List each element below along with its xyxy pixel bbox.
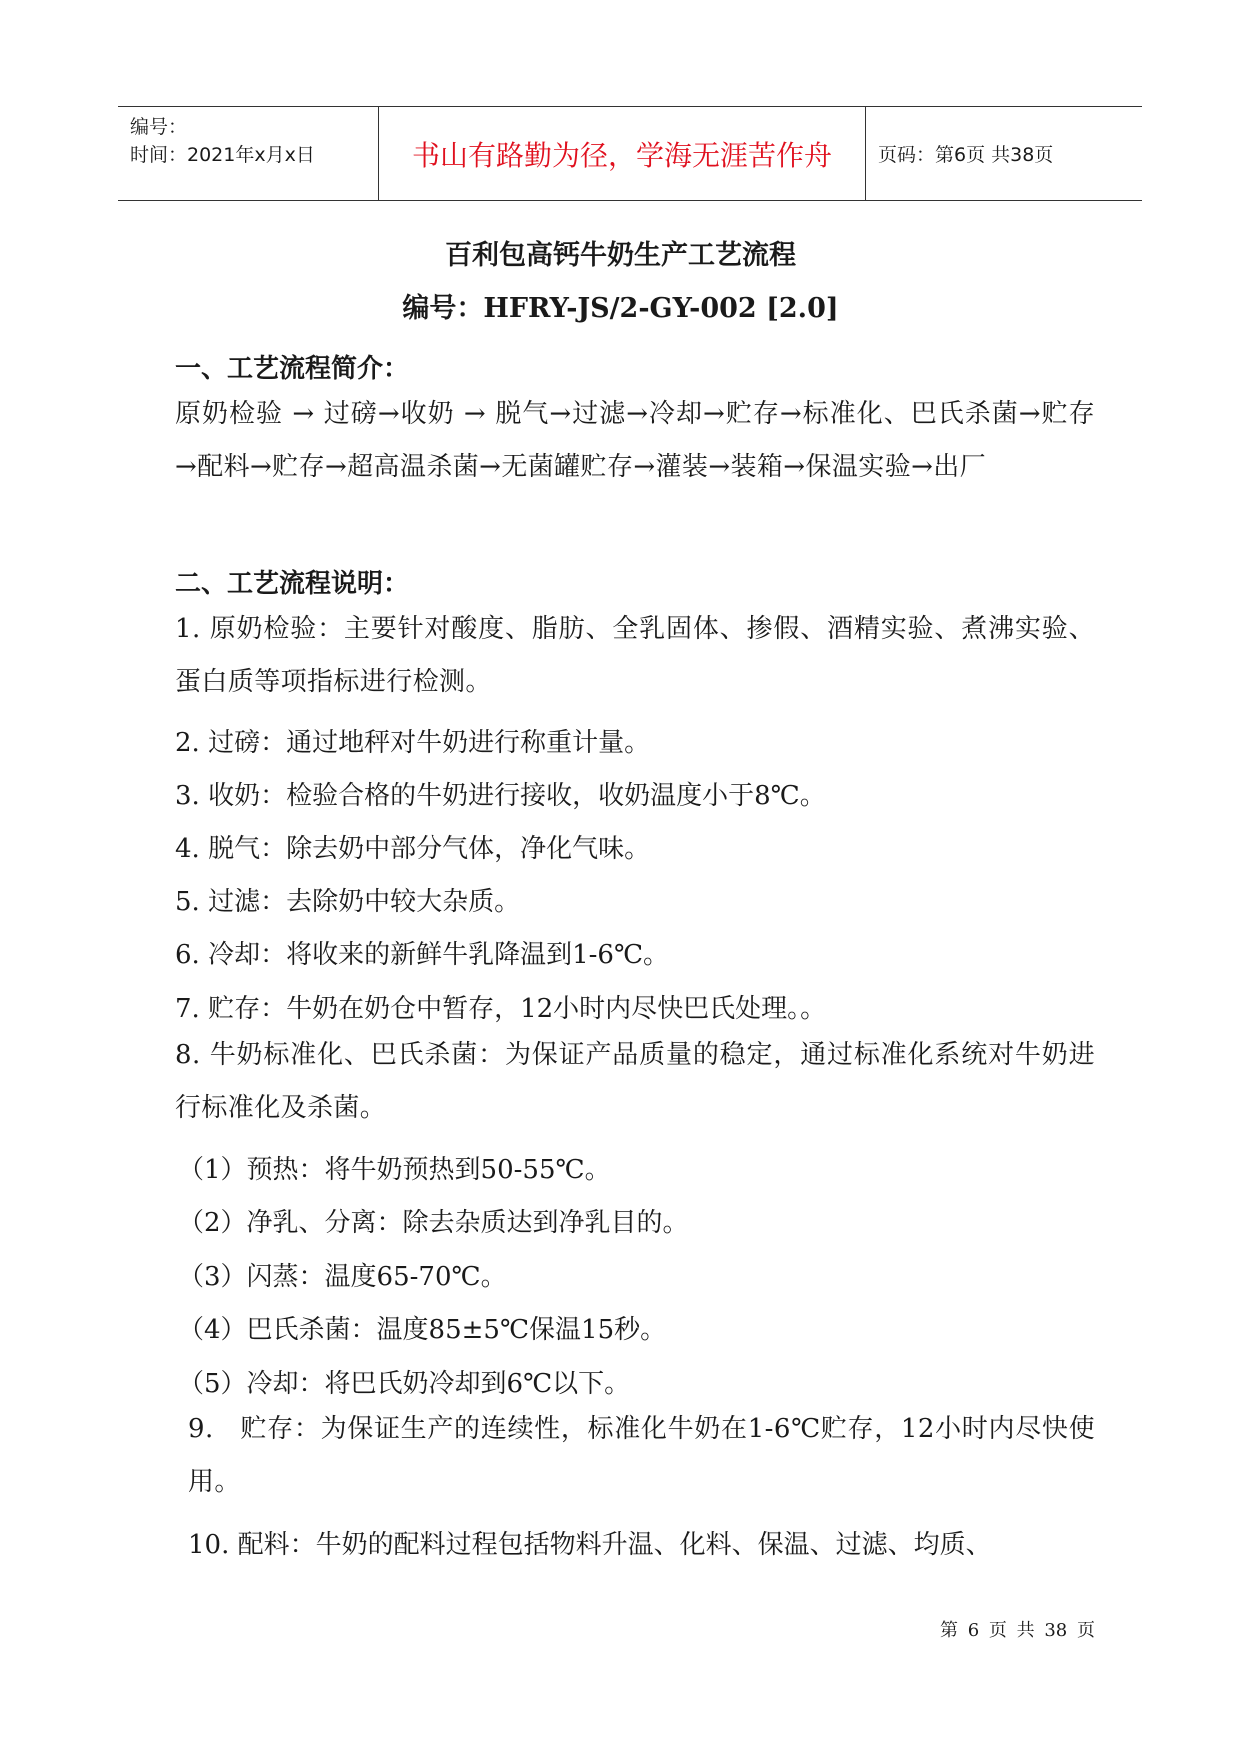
item-1: 1. 原奶检验：主要针对酸度、脂肪、全乳固体、掺假、酒精实验、煮沸实验、蛋白质等项指标进行检测。 xyxy=(175,614,1095,697)
item-10: 10. 配料：牛奶的配料过程包括物料升温、化料、保温、过滤、均质、 xyxy=(188,1530,992,1560)
header-motto: 书山有路勤为径，学海无涯苦作舟 xyxy=(378,107,866,200)
document-code: 编号：HFRY-JS/2-GY-002 [2.0] xyxy=(402,293,839,324)
section1-heading: 一、工艺流程简介： xyxy=(175,354,410,384)
header-left-cell xyxy=(118,107,378,200)
header-time-label: 时间：2021年x月x日 xyxy=(130,144,315,166)
header-number-label: 编号： xyxy=(130,116,188,138)
item-6: 6. 冷却：将收来的新鲜牛乳降温到1-6℃。 xyxy=(175,940,670,970)
item-9: 9. 贮存：为保证生产的连续性，标准化牛奶在1-6℃贮存，12小时内尽快使用。 xyxy=(188,1414,1095,1497)
item-7: 7. 贮存：牛奶在奶仓中暂存，12小时内尽快巴氏处理。。 xyxy=(175,994,827,1024)
item-2: 2. 过磅：通过地秤对牛奶进行称重计量。 xyxy=(175,728,651,758)
document-title: 百利包高钙牛奶生产工艺流程 xyxy=(445,240,796,271)
subitem-4: （4）巴氏杀菌：温度85±5℃保温15秒。 xyxy=(178,1315,667,1345)
section2-heading: 二、工艺流程说明： xyxy=(175,569,410,599)
section1-process-flow: 原奶检验 → 过磅→收奶 → 脱气→过滤→冷却→贮存→标准化、巴氏杀菌→贮存→配料→贮存→超高温杀菌→无菌罐贮存→灌装→装箱→保温实验→出厂 xyxy=(175,399,1095,482)
subitem-1: （1）预热：将牛奶预热到50-55℃。 xyxy=(178,1155,611,1185)
page-footer: 第 6 页 共 38 页 xyxy=(940,1620,1095,1641)
subitem-3: （3）闪蒸：温度65-70℃。 xyxy=(178,1262,507,1292)
item-8: 8. 牛奶标准化、巴氏杀菌：为保证产品质量的稳定，通过标准化系统对牛奶进行标准化及杀菌。 xyxy=(175,1040,1095,1123)
item-4: 4. 脱气：除去奶中部分气体，净化气味。 xyxy=(175,834,651,864)
header-page-label: 页码：第6页 共38页 xyxy=(878,144,1054,166)
item-3: 3. 收奶：检验合格的牛奶进行接收，收奶温度小于8℃。 xyxy=(175,781,826,811)
document-header-table xyxy=(118,106,1142,201)
item-5: 5. 过滤：去除奶中较大杂质。 xyxy=(175,887,521,917)
subitem-5: （5）冷却：将巴氏奶冷却到6℃以下。 xyxy=(178,1369,631,1399)
subitem-2: （2）净乳、分离：除去杂质达到净乳目的。 xyxy=(178,1208,689,1238)
